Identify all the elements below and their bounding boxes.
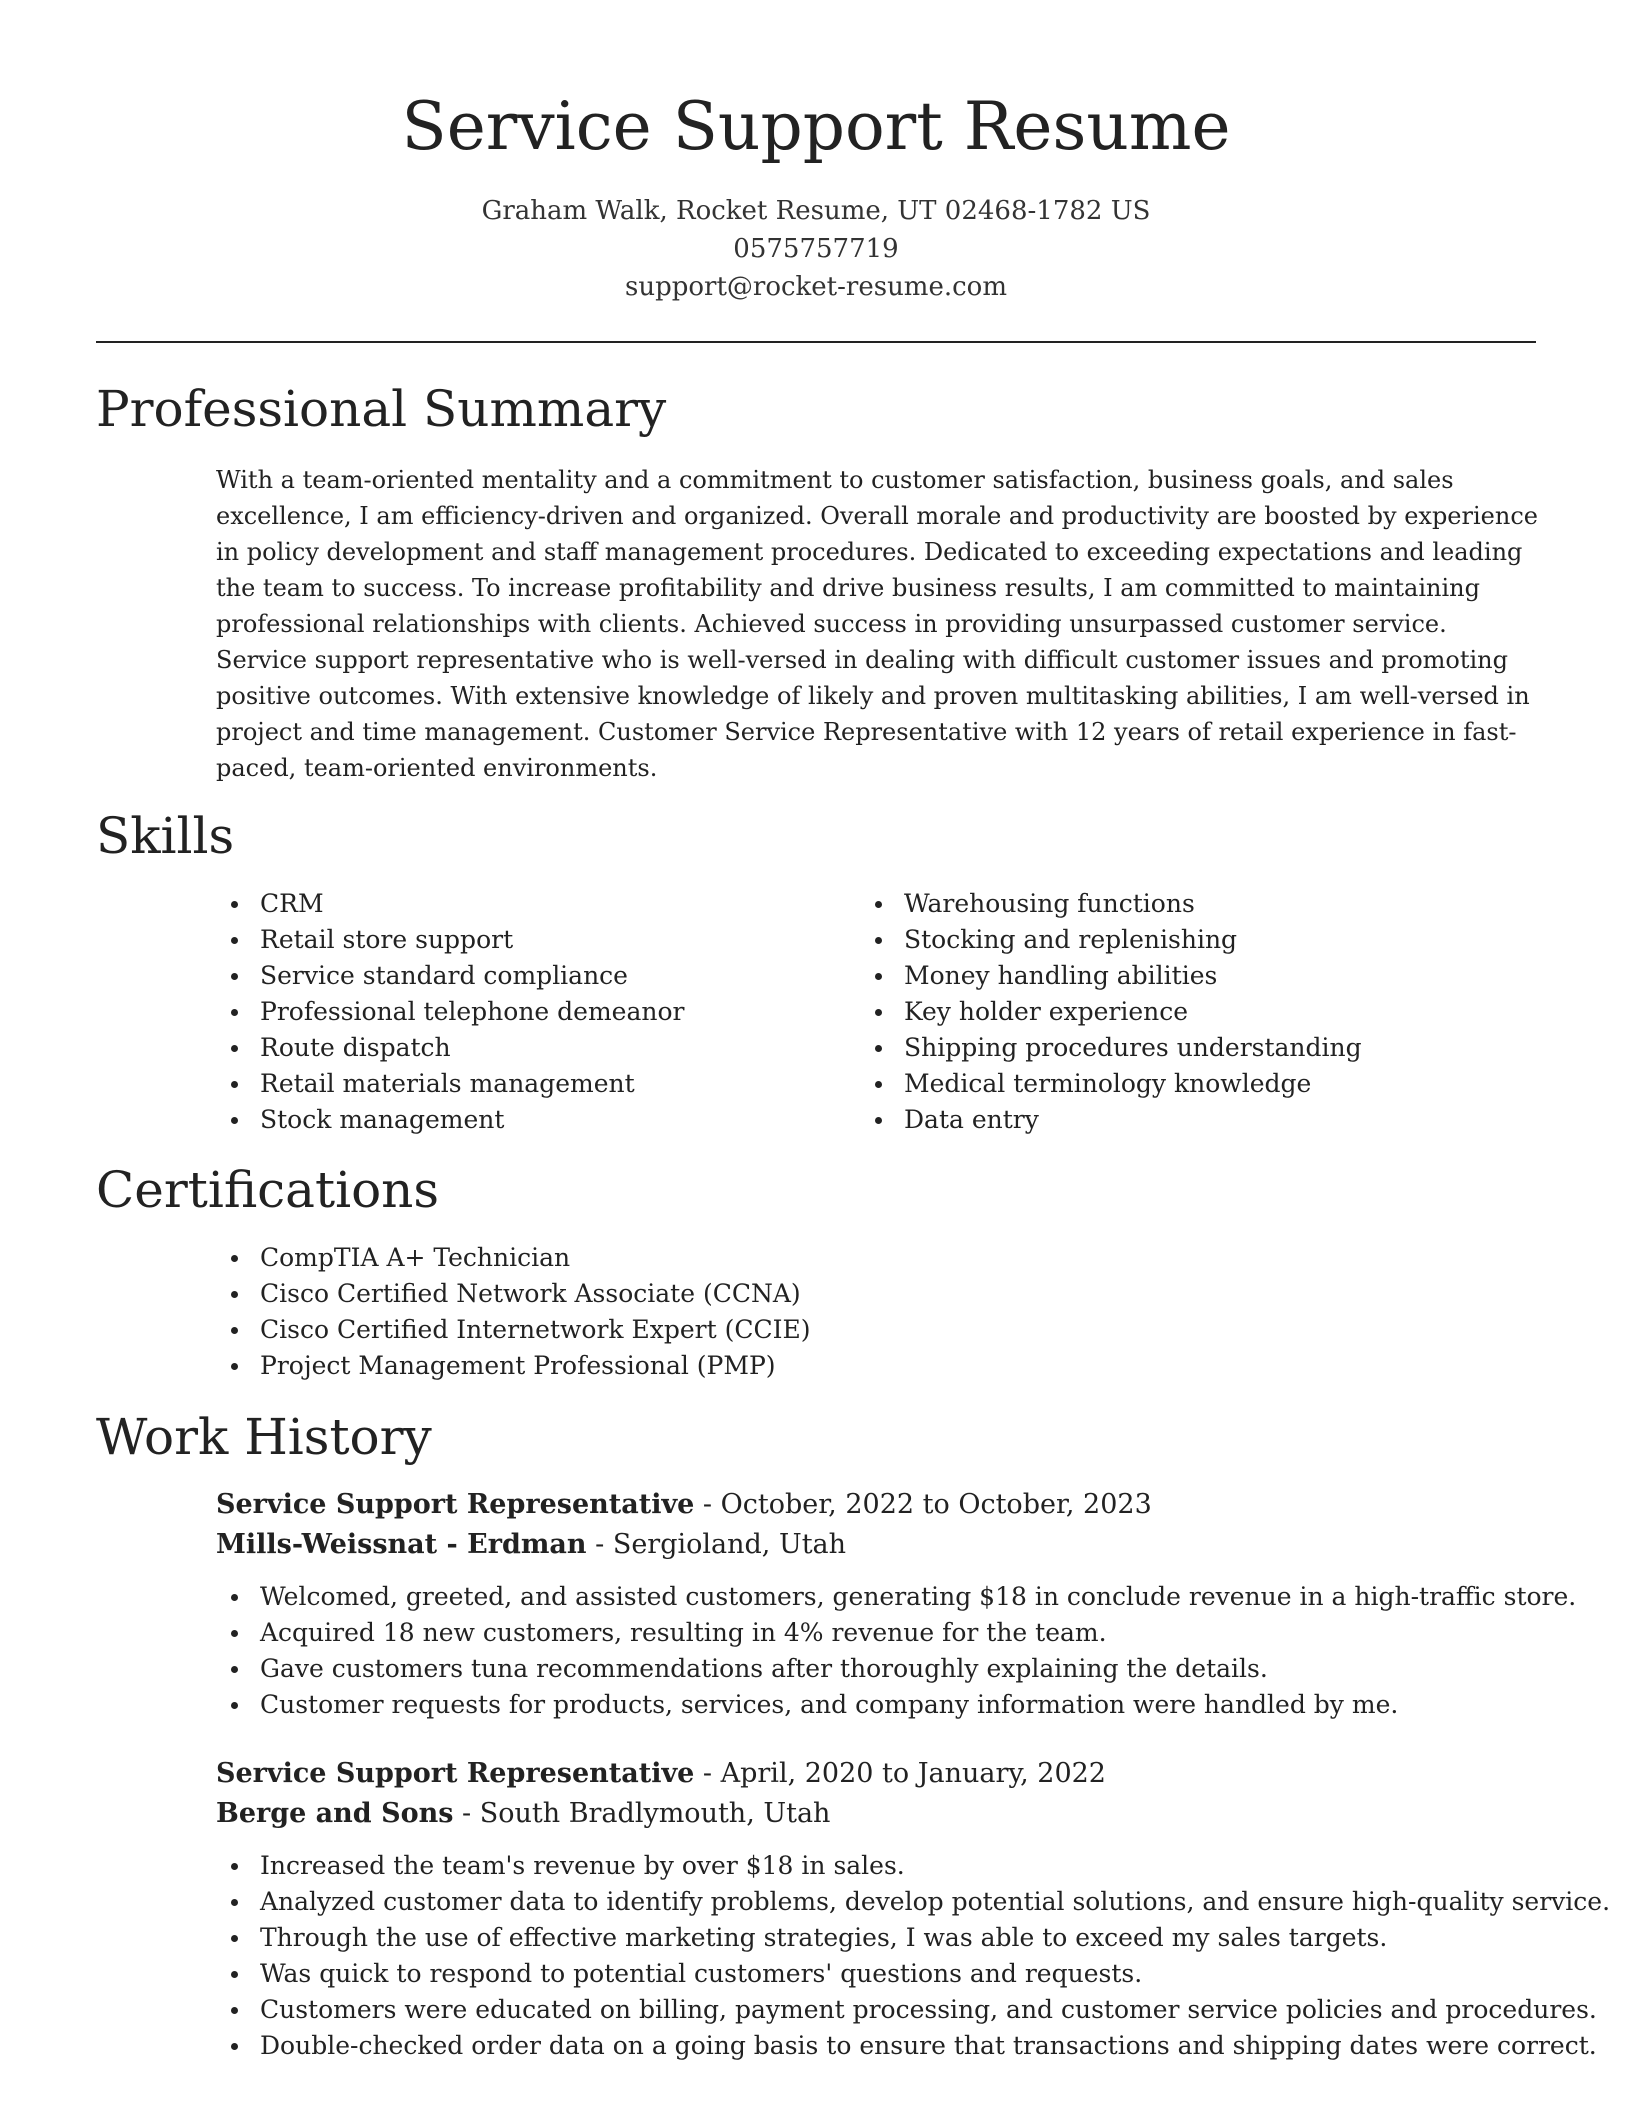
skills-heading: Skills — [96, 807, 235, 865]
skill-item: Route dispatch — [216, 1030, 684, 1066]
job-2-company-line — [216, 1794, 830, 1834]
job-company: Berge and Sons — [216, 1798, 454, 1829]
skill-item: CRM — [216, 886, 684, 922]
summary-paragraph: With a team-oriented mentality and a commitment to customer satisfaction, business goals, and sales excellence, I am efficiency-driven and organized. Overall morale and productivity are boosted by experience in policy development and staff management procedures. Dedicated to exceeding expectations and leading the team to success. To increase profitability and drive business results, I am committed to maintaining professional relationships with clients. Achieved success in providing unsurpassed customer service. Service support representative who is well-versed in dealing with difficult customer issues and promoting positive outcomes. With extensive knowledge of likely and proven multitasking abilities, I am well-versed in project and time management. Customer Service Representative with 12 years of retail experience in fast-paced, team-oriented environments. — [216, 466, 1538, 782]
job-location: - Sergioland, Utah — [586, 1529, 847, 1560]
certification-item: Project Management Professional (PMP) — [216, 1348, 810, 1384]
certifications-heading: Certifications — [96, 1161, 440, 1219]
job-bullet: Customer requests for products, services, and company information were handled by me. — [216, 1687, 1576, 1723]
resume-header — [0, 84, 1632, 306]
skill-item: Data entry — [860, 1102, 1362, 1138]
job-1-bullets — [216, 1579, 1576, 1723]
skill-item: Stock management — [216, 1102, 684, 1138]
skills-list-right — [860, 886, 1362, 1138]
job-1-company-line — [216, 1525, 846, 1565]
job-2-bullets — [216, 1848, 1610, 2064]
skill-item: Warehousing functions — [860, 886, 1362, 922]
summary-heading: Professional Summary — [96, 380, 667, 438]
skill-item: Shipping procedures understanding — [860, 1030, 1362, 1066]
job-bullet: Through the use of effective marketing strategies, I was able to exceed my sales targets. — [216, 1920, 1610, 1956]
skills-list-left — [216, 886, 684, 1138]
job-dates: - October, 2022 to October, 2023 — [694, 1489, 1152, 1520]
skill-item: Money handling abilities — [860, 958, 1362, 994]
job-bullet: Double-checked order data on a going basis to ensure that transactions and shipping dates were correct. — [216, 2028, 1610, 2064]
job-bullet: Analyzed customer data to identify problems, develop potential solutions, and ensure high-quality service. — [216, 1884, 1610, 1920]
skill-item: Service standard compliance — [216, 958, 684, 994]
job-bullet: Increased the team's revenue by over $18 in sales. — [216, 1848, 1610, 1884]
contact-info — [0, 192, 1632, 306]
skill-item: Medical terminology knowledge — [860, 1066, 1362, 1102]
certification-item: CompTIA A+ Technician — [216, 1240, 810, 1276]
work-history-heading: Work History — [96, 1408, 432, 1466]
job-title: Service Support Representative — [216, 1489, 695, 1520]
contact-email: support@rocket-resume.com — [624, 272, 1007, 302]
job-bullet: Gave customers tuna recommendations after thoroughly explaining the details. — [216, 1651, 1576, 1687]
certifications-list — [216, 1240, 810, 1384]
job-bullet: Welcomed, greeted, and assisted customers, generating $18 in conclude revenue in a high-traffic store. — [216, 1579, 1576, 1615]
contact-address: Graham Walk, Rocket Resume, UT 02468-1782 US — [481, 196, 1151, 226]
certification-item: Cisco Certified Internetwork Expert (CCIE) — [216, 1312, 810, 1348]
job-bullet: Acquired 18 new customers, resulting in 4% revenue for the team. — [216, 1615, 1576, 1651]
skill-item: Key holder experience — [860, 994, 1362, 1030]
job-bullet: Was quick to respond to potential customers' questions and requests. — [216, 1956, 1610, 1992]
job-dates: - April, 2020 to January, 2022 — [694, 1758, 1106, 1789]
job-location: - South Bradlymouth, Utah — [453, 1798, 831, 1829]
document-title: Service Support Resume — [401, 88, 1231, 165]
skill-item: Retail materials management — [216, 1066, 684, 1102]
job-title: Service Support Representative — [216, 1758, 695, 1789]
job-bullet: Customers were educated on billing, payment processing, and customer service policies and procedures. — [216, 1992, 1610, 2028]
certification-item: Cisco Certified Network Associate (CCNA) — [216, 1276, 810, 1312]
contact-phone: 0575757719 — [733, 234, 899, 264]
header-divider — [96, 341, 1536, 343]
skill-item: Stocking and replenishing — [860, 922, 1362, 958]
skill-item: Retail store support — [216, 922, 684, 958]
job-1-title-line — [216, 1485, 1152, 1525]
job-company: Mills-Weissnat - Erdman — [216, 1529, 587, 1560]
skill-item: Professional telephone demeanor — [216, 994, 684, 1030]
job-2-title-line — [216, 1754, 1106, 1794]
